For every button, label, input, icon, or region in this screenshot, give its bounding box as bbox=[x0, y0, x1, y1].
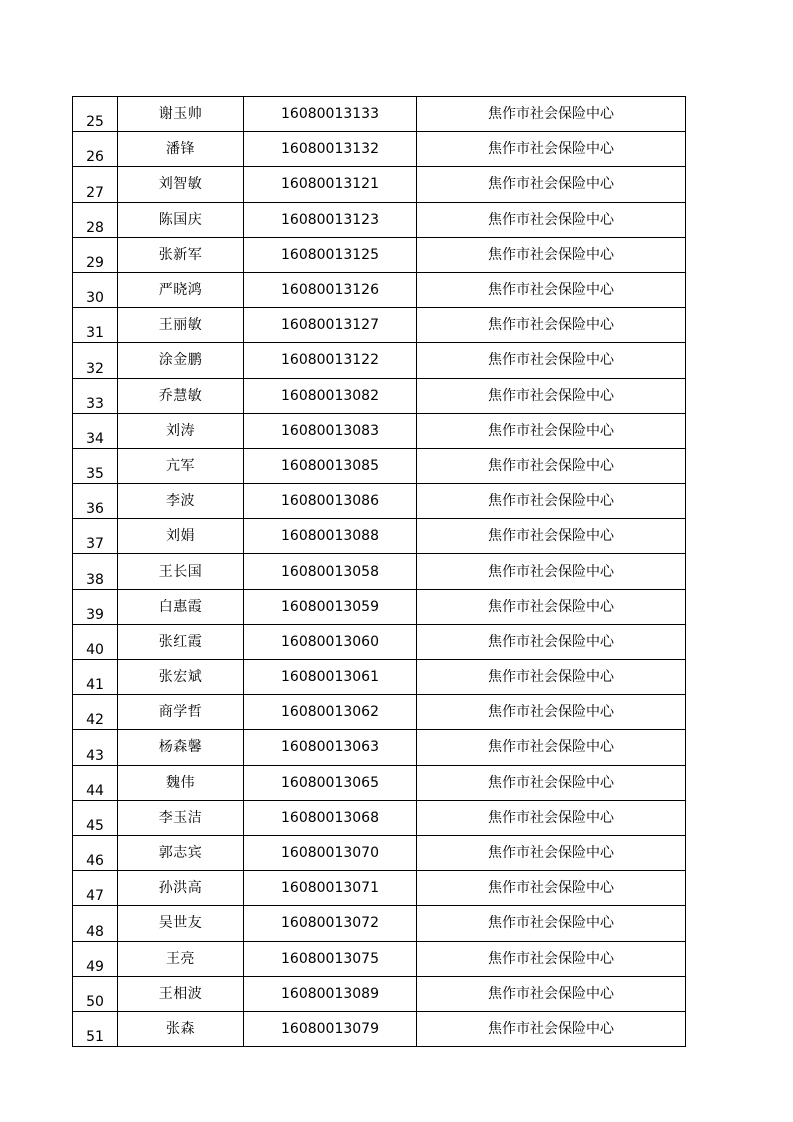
person-name-cell: 涂金鹏 bbox=[118, 343, 244, 378]
id-number-cell: 16080013071 bbox=[244, 871, 417, 906]
person-name-cell: 王相波 bbox=[118, 976, 244, 1011]
row-number-cell: 33 bbox=[73, 378, 118, 413]
row-number-cell: 41 bbox=[73, 660, 118, 695]
table-row bbox=[73, 167, 686, 202]
id-number-cell: 16080013068 bbox=[244, 800, 417, 835]
organization-cell: 焦作市社会保险中心 bbox=[417, 484, 686, 519]
table-row bbox=[73, 378, 686, 413]
person-name-cell: 刘智敏 bbox=[118, 167, 244, 202]
id-number-cell: 16080013065 bbox=[244, 765, 417, 800]
table-row bbox=[73, 484, 686, 519]
organization-cell: 焦作市社会保险中心 bbox=[417, 378, 686, 413]
organization-cell: 焦作市社会保险中心 bbox=[417, 237, 686, 272]
person-name-cell: 孙洪高 bbox=[118, 871, 244, 906]
table-row bbox=[73, 272, 686, 307]
row-number-cell: 39 bbox=[73, 589, 118, 624]
person-name-cell: 白惠霞 bbox=[118, 589, 244, 624]
id-number-cell: 16080013061 bbox=[244, 660, 417, 695]
table-row bbox=[73, 448, 686, 483]
organization-cell: 焦作市社会保险中心 bbox=[417, 448, 686, 483]
person-name-cell: 吴世友 bbox=[118, 906, 244, 941]
id-number-cell: 16080013070 bbox=[244, 835, 417, 870]
id-number-cell: 16080013085 bbox=[244, 448, 417, 483]
table-row bbox=[73, 624, 686, 659]
person-name-cell: 亢军 bbox=[118, 448, 244, 483]
id-number-cell: 16080013062 bbox=[244, 695, 417, 730]
id-number-cell: 16080013058 bbox=[244, 554, 417, 589]
row-number-cell: 40 bbox=[73, 624, 118, 659]
organization-cell: 焦作市社会保险中心 bbox=[417, 413, 686, 448]
table-row bbox=[73, 413, 686, 448]
row-number-cell: 31 bbox=[73, 308, 118, 343]
row-number-cell: 46 bbox=[73, 835, 118, 870]
table-row bbox=[73, 308, 686, 343]
row-number-cell: 28 bbox=[73, 202, 118, 237]
person-name-cell: 王长国 bbox=[118, 554, 244, 589]
organization-cell: 焦作市社会保险中心 bbox=[417, 624, 686, 659]
organization-cell: 焦作市社会保险中心 bbox=[417, 167, 686, 202]
row-number-cell: 25 bbox=[73, 97, 118, 132]
row-number-cell: 47 bbox=[73, 871, 118, 906]
id-number-cell: 16080013088 bbox=[244, 519, 417, 554]
organization-cell: 焦作市社会保险中心 bbox=[417, 1011, 686, 1046]
row-number-cell: 27 bbox=[73, 167, 118, 202]
table-row bbox=[73, 343, 686, 378]
organization-cell: 焦作市社会保险中心 bbox=[417, 519, 686, 554]
table-row bbox=[73, 765, 686, 800]
person-name-cell: 商学哲 bbox=[118, 695, 244, 730]
person-name-cell: 王丽敏 bbox=[118, 308, 244, 343]
id-number-cell: 16080013133 bbox=[244, 97, 417, 132]
table-row bbox=[73, 695, 686, 730]
organization-cell: 焦作市社会保险中心 bbox=[417, 97, 686, 132]
person-name-cell: 李波 bbox=[118, 484, 244, 519]
row-number-cell: 30 bbox=[73, 272, 118, 307]
id-number-cell: 16080013121 bbox=[244, 167, 417, 202]
row-number-cell: 43 bbox=[73, 730, 118, 765]
row-number-cell: 29 bbox=[73, 237, 118, 272]
person-name-cell: 王亮 bbox=[118, 941, 244, 976]
table-row bbox=[73, 589, 686, 624]
table-row bbox=[73, 237, 686, 272]
person-name-cell: 刘涛 bbox=[118, 413, 244, 448]
row-number-cell: 26 bbox=[73, 132, 118, 167]
row-number-cell: 34 bbox=[73, 413, 118, 448]
id-number-cell: 16080013082 bbox=[244, 378, 417, 413]
organization-cell: 焦作市社会保险中心 bbox=[417, 941, 686, 976]
row-number-cell: 37 bbox=[73, 519, 118, 554]
roster-table bbox=[72, 96, 686, 1047]
organization-cell: 焦作市社会保险中心 bbox=[417, 272, 686, 307]
id-number-cell: 16080013125 bbox=[244, 237, 417, 272]
id-number-cell: 16080013089 bbox=[244, 976, 417, 1011]
person-name-cell: 刘娟 bbox=[118, 519, 244, 554]
id-number-cell: 16080013059 bbox=[244, 589, 417, 624]
person-name-cell: 严晓鸿 bbox=[118, 272, 244, 307]
table-row bbox=[73, 132, 686, 167]
person-name-cell: 杨森馨 bbox=[118, 730, 244, 765]
row-number-cell: 51 bbox=[73, 1011, 118, 1046]
id-number-cell: 16080013072 bbox=[244, 906, 417, 941]
id-number-cell: 16080013086 bbox=[244, 484, 417, 519]
table-row bbox=[73, 519, 686, 554]
row-number-cell: 32 bbox=[73, 343, 118, 378]
row-number-cell: 36 bbox=[73, 484, 118, 519]
id-number-cell: 16080013127 bbox=[244, 308, 417, 343]
roster-table-wrapper bbox=[72, 96, 686, 1047]
row-number-cell: 49 bbox=[73, 941, 118, 976]
table-row bbox=[73, 1011, 686, 1046]
id-number-cell: 16080013079 bbox=[244, 1011, 417, 1046]
row-number-cell: 35 bbox=[73, 448, 118, 483]
table-row bbox=[73, 941, 686, 976]
table-row bbox=[73, 554, 686, 589]
organization-cell: 焦作市社会保险中心 bbox=[417, 695, 686, 730]
organization-cell: 焦作市社会保险中心 bbox=[417, 765, 686, 800]
person-name-cell: 张宏斌 bbox=[118, 660, 244, 695]
table-row bbox=[73, 202, 686, 237]
id-number-cell: 16080013122 bbox=[244, 343, 417, 378]
organization-cell: 焦作市社会保险中心 bbox=[417, 871, 686, 906]
organization-cell: 焦作市社会保险中心 bbox=[417, 308, 686, 343]
person-name-cell: 陈国庆 bbox=[118, 202, 244, 237]
table-row bbox=[73, 660, 686, 695]
id-number-cell: 16080013126 bbox=[244, 272, 417, 307]
organization-cell: 焦作市社会保险中心 bbox=[417, 554, 686, 589]
id-number-cell: 16080013132 bbox=[244, 132, 417, 167]
organization-cell: 焦作市社会保险中心 bbox=[417, 132, 686, 167]
organization-cell: 焦作市社会保险中心 bbox=[417, 835, 686, 870]
row-number-cell: 42 bbox=[73, 695, 118, 730]
person-name-cell: 谢玉帅 bbox=[118, 97, 244, 132]
person-name-cell: 李玉洁 bbox=[118, 800, 244, 835]
table-row bbox=[73, 871, 686, 906]
person-name-cell: 潘锋 bbox=[118, 132, 244, 167]
organization-cell: 焦作市社会保险中心 bbox=[417, 906, 686, 941]
person-name-cell: 张新军 bbox=[118, 237, 244, 272]
row-number-cell: 50 bbox=[73, 976, 118, 1011]
row-number-cell: 45 bbox=[73, 800, 118, 835]
table-row bbox=[73, 730, 686, 765]
table-row bbox=[73, 906, 686, 941]
person-name-cell: 乔慧敏 bbox=[118, 378, 244, 413]
table-row bbox=[73, 97, 686, 132]
row-number-cell: 38 bbox=[73, 554, 118, 589]
table-row bbox=[73, 800, 686, 835]
person-name-cell: 张森 bbox=[118, 1011, 244, 1046]
id-number-cell: 16080013075 bbox=[244, 941, 417, 976]
organization-cell: 焦作市社会保险中心 bbox=[417, 343, 686, 378]
person-name-cell: 魏伟 bbox=[118, 765, 244, 800]
organization-cell: 焦作市社会保险中心 bbox=[417, 589, 686, 624]
id-number-cell: 16080013083 bbox=[244, 413, 417, 448]
table-row bbox=[73, 835, 686, 870]
id-number-cell: 16080013123 bbox=[244, 202, 417, 237]
row-number-cell: 44 bbox=[73, 765, 118, 800]
organization-cell: 焦作市社会保险中心 bbox=[417, 976, 686, 1011]
row-number-cell: 48 bbox=[73, 906, 118, 941]
organization-cell: 焦作市社会保险中心 bbox=[417, 202, 686, 237]
organization-cell: 焦作市社会保险中心 bbox=[417, 660, 686, 695]
roster-table-body bbox=[73, 97, 686, 1047]
person-name-cell: 张红霞 bbox=[118, 624, 244, 659]
id-number-cell: 16080013063 bbox=[244, 730, 417, 765]
id-number-cell: 16080013060 bbox=[244, 624, 417, 659]
table-row bbox=[73, 976, 686, 1011]
organization-cell: 焦作市社会保险中心 bbox=[417, 730, 686, 765]
organization-cell: 焦作市社会保险中心 bbox=[417, 800, 686, 835]
person-name-cell: 郭志宾 bbox=[118, 835, 244, 870]
